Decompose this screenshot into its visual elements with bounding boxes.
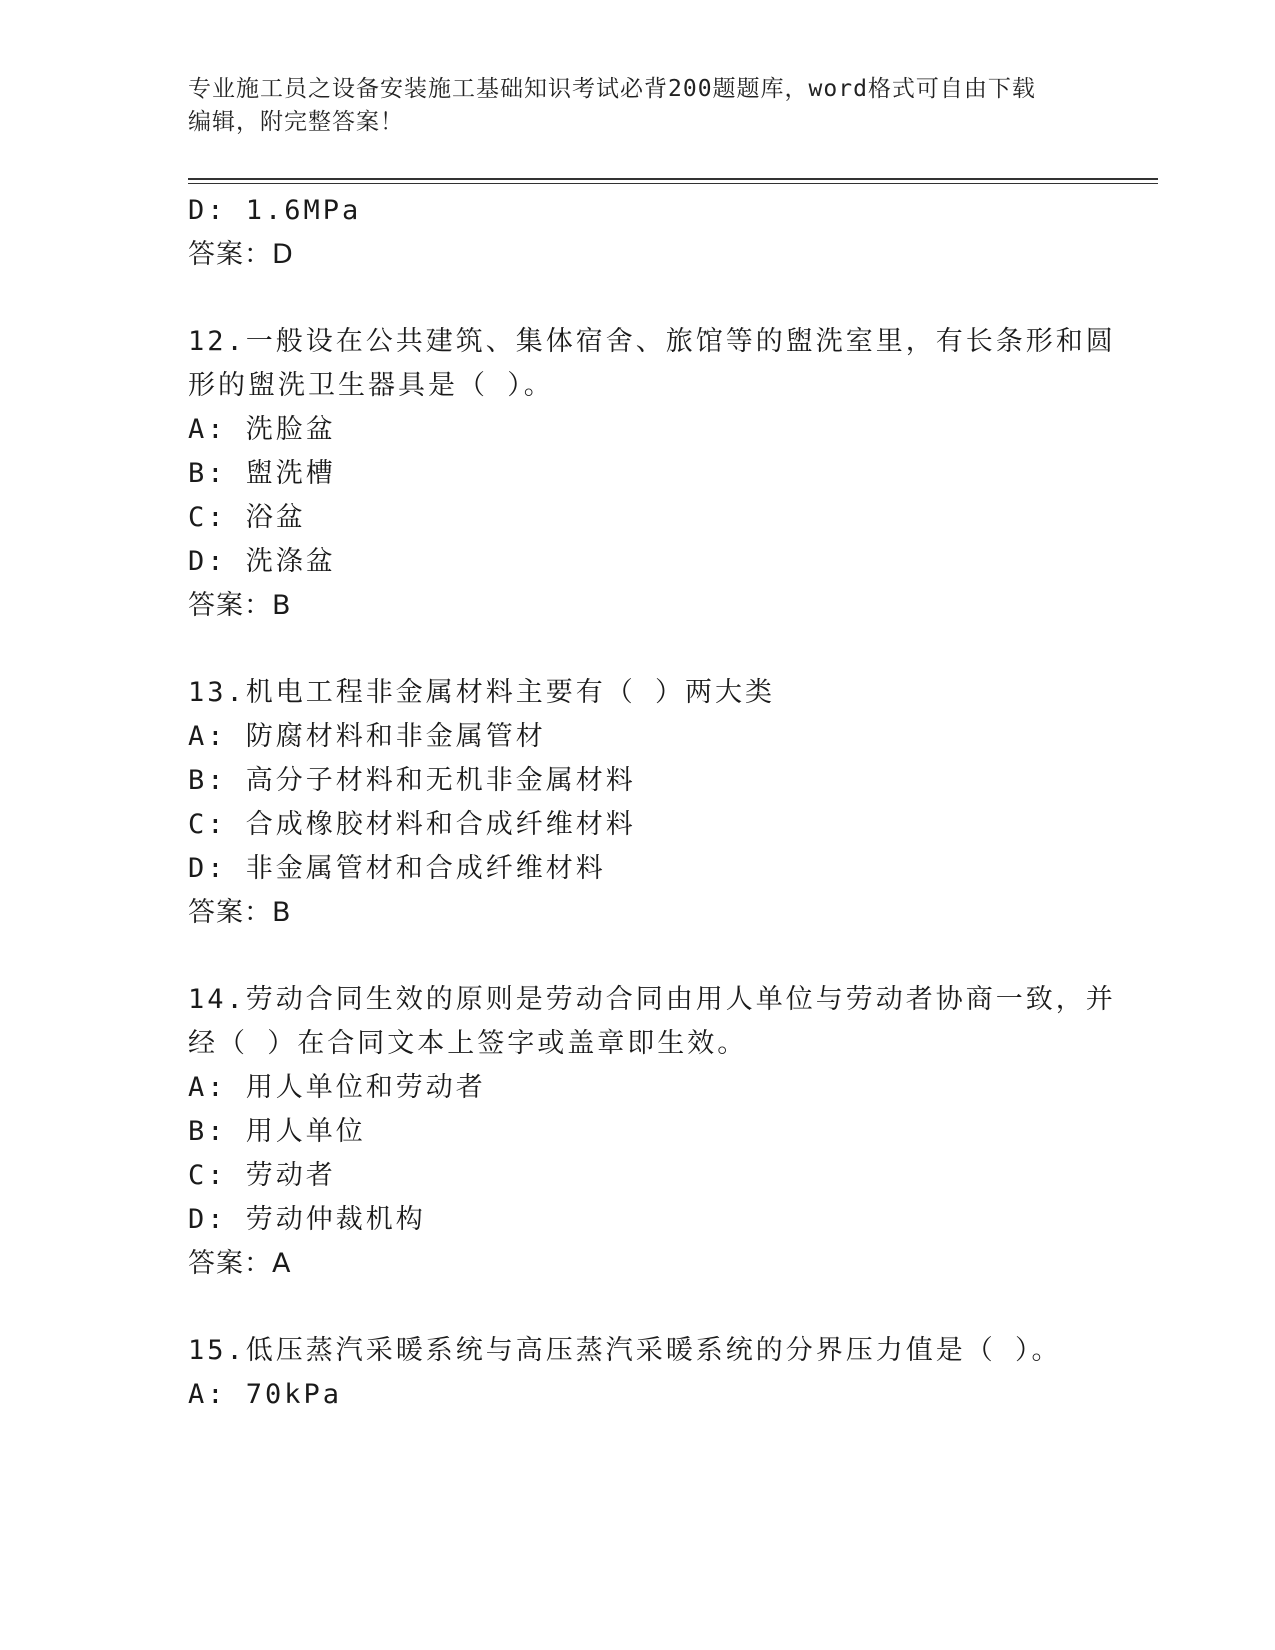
q15-option-a: A: 70kPa — [188, 1379, 343, 1410]
q14-stem-line-2: 经（ ）在合同文本上签字或盖章即生效。 — [188, 1028, 748, 1059]
q13-option-a: A: 防腐材料和非金属管材 — [188, 721, 546, 752]
q13-option-d: D: 非金属管材和合成纤维材料 — [188, 853, 606, 884]
q12-option-a: A: 洗脸盆 — [188, 414, 336, 445]
q12-option-c: C: 浴盆 — [188, 502, 306, 533]
q11-option-d: D: 1.6MPa — [188, 195, 362, 226]
q13-option-b: B: 高分子材料和无机非金属材料 — [188, 765, 636, 796]
q12-option-b: B: 盥洗槽 — [188, 458, 336, 489]
q15-stem-line-1: 15.低压蒸汽采暖系统与高压蒸汽采暖系统的分界压力值是（ ）。 — [188, 1335, 1062, 1366]
q14-stem-line-1: 14.劳动合同生效的原则是劳动合同由用人单位与劳动者协商一致，并 — [188, 984, 1116, 1015]
header-line-2: 编辑，附完整答案！ — [188, 109, 404, 135]
q14-option-b: B: 用人单位 — [188, 1116, 366, 1147]
q12-stem-line-2: 形的盥洗卫生器具是（ ）。 — [188, 370, 554, 401]
q12-option-d: D: 洗涤盆 — [188, 546, 336, 577]
q12-stem-line-1: 12.一般设在公共建筑、集体宿舍、旅馆等的盥洗室里，有长条形和圆 — [188, 326, 1116, 357]
q13-option-c: C: 合成橡胶材料和合成纤维材料 — [188, 809, 636, 840]
header-divider-thin — [188, 183, 1158, 184]
q11-answer: 答案：D — [188, 239, 294, 270]
q14-answer: 答案：A — [188, 1248, 292, 1279]
q13-stem-line-1: 13.机电工程非金属材料主要有（ ）两大类 — [188, 677, 776, 708]
q13-answer: 答案：B — [188, 897, 292, 928]
header-divider-thick — [188, 178, 1158, 180]
document-header — [188, 73, 1068, 139]
q14-option-c: C: 劳动者 — [188, 1160, 336, 1191]
header-line-1: 专业施工员之设备安装施工基础知识考试必背200题题库，word格式可自由下载 — [188, 76, 1036, 102]
q14-option-d: D: 劳动仲裁机构 — [188, 1204, 426, 1235]
q14-option-a: A: 用人单位和劳动者 — [188, 1072, 486, 1103]
q12-answer: 答案：B — [188, 590, 292, 621]
